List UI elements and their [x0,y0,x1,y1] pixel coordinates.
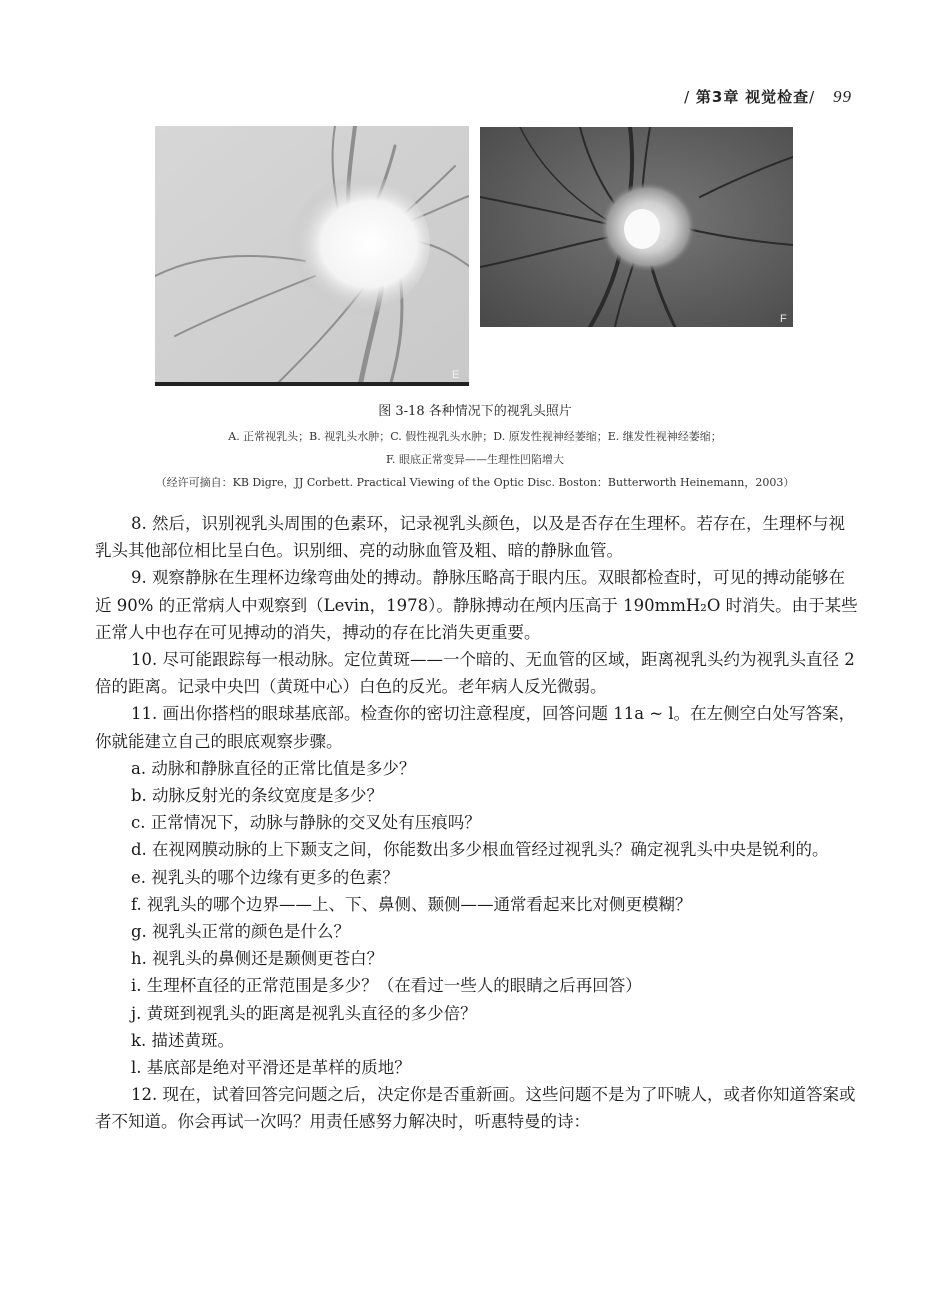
figure-title: 图 3-18 各种情况下的视乳头照片 [378,404,572,419]
question-l: l. 基底部是绝对平滑还是革样的质地？ [131,1058,411,1078]
fundus-photo-f [480,127,793,327]
paragraph-11: 11. 画出你搭档的眼球基底部。检查你的密切注意程度，回答问题 11a ~ l。在左侧空白处写答案，你就能建立自己的眼底观察步骤。 [95,704,856,751]
body-text [95,510,860,1136]
header-prefix: / [684,88,691,106]
question-e: e. 视乳头的哪个边缘有更多的色素？ [131,867,399,887]
header-suffix: / [809,88,816,106]
question-g: g. 视乳头正常的颜色是什么？ [131,922,351,942]
paragraph-12: 12. 现在，试着回答完问题之后，决定你是否重新画。这些问题不是为了吓唬人，或者你知道答案或者不知道。你会再试一次吗？用责任感努力解决时，听惠特曼的诗： [95,1085,856,1132]
page-number: 99 [833,87,852,106]
figure-caption-line1: A. 正常视乳头；B. 视乳头水肿；C. 假性视乳头水肿；D. 原发性视神经萎缩；E. 继发性视神经萎缩； [228,430,722,443]
question-i: i. 生理杯直径的正常范围是多少？（在看过一些人的眼睛之后再回答） [131,976,642,996]
panel-label-f: F [780,313,787,325]
question-f: f. 视乳头的哪个边界——上、下、鼻侧、颞侧——通常看起来比对侧更模糊？ [131,894,692,914]
question-k: k. 描述黄斑。 [131,1030,234,1050]
question-b: b. 动脉反射光的条纹宽度是多少？ [131,786,384,806]
running-header [684,86,852,107]
paragraph-8: 8. 然后，识别视乳头周围的色素环，记录视乳头颜色，以及是否存在生理杯。若存在，生理杯与视乳头其他部位相比呈白色。识别细、亮的动脉血管及粗、暗的静脉血管。 [95,514,845,561]
question-d: d. 在视网膜动脉的上下颞支之间，你能数出多少根血管经过视乳头？确定视乳头中央是锐利的。 [131,840,829,860]
chapter-title: 视觉检查 [745,88,810,106]
panel-label-e: E [452,369,460,381]
paragraph-10: 10. 尽可能跟踪每一根动脉。定位黄斑——一个暗的、无血管的区域，距离视乳头约为视乳头直径 2 倍的距离。记录中央凹（黄斑中心）白色的反光。老年病人反光微弱。 [95,650,855,697]
question-j: j. 黄斑到视乳头的距离是视乳头直径的多少倍？ [131,1003,477,1023]
fundus-photo-e [155,126,469,386]
question-c: c. 正常情况下，动脉与静脉的交叉处有压痕吗？ [131,813,481,833]
question-a: a. 动脉和静脉直径的正常比值是多少？ [131,758,416,778]
paragraph-9: 9. 观察静脉在生理杯边缘弯曲处的搏动。静脉压略高于眼内压。双眼都检查时，可见的搏动能够在近 90% 的正常病人中观察到（Levin，1978）。静脉搏动在颅内压高于 190mmH₂O 时消失。由于某些正常人中也存在可见搏动的消失，搏动的存在比消失更重要。 [95,568,858,642]
chapter-number: 第3章 [695,88,740,106]
question-h: h. 视乳头的鼻侧还是颞侧更苍白？ [131,949,384,969]
figure-caption-line2: F. 眼底正常变异——生理性凹陷增大 [386,453,564,466]
figure-source: （经许可摘自：KB Digre，JJ Corbett. Practical Viewing of the Optic Disc. Boston：Butterworth Heinemann，2003） [155,476,795,489]
